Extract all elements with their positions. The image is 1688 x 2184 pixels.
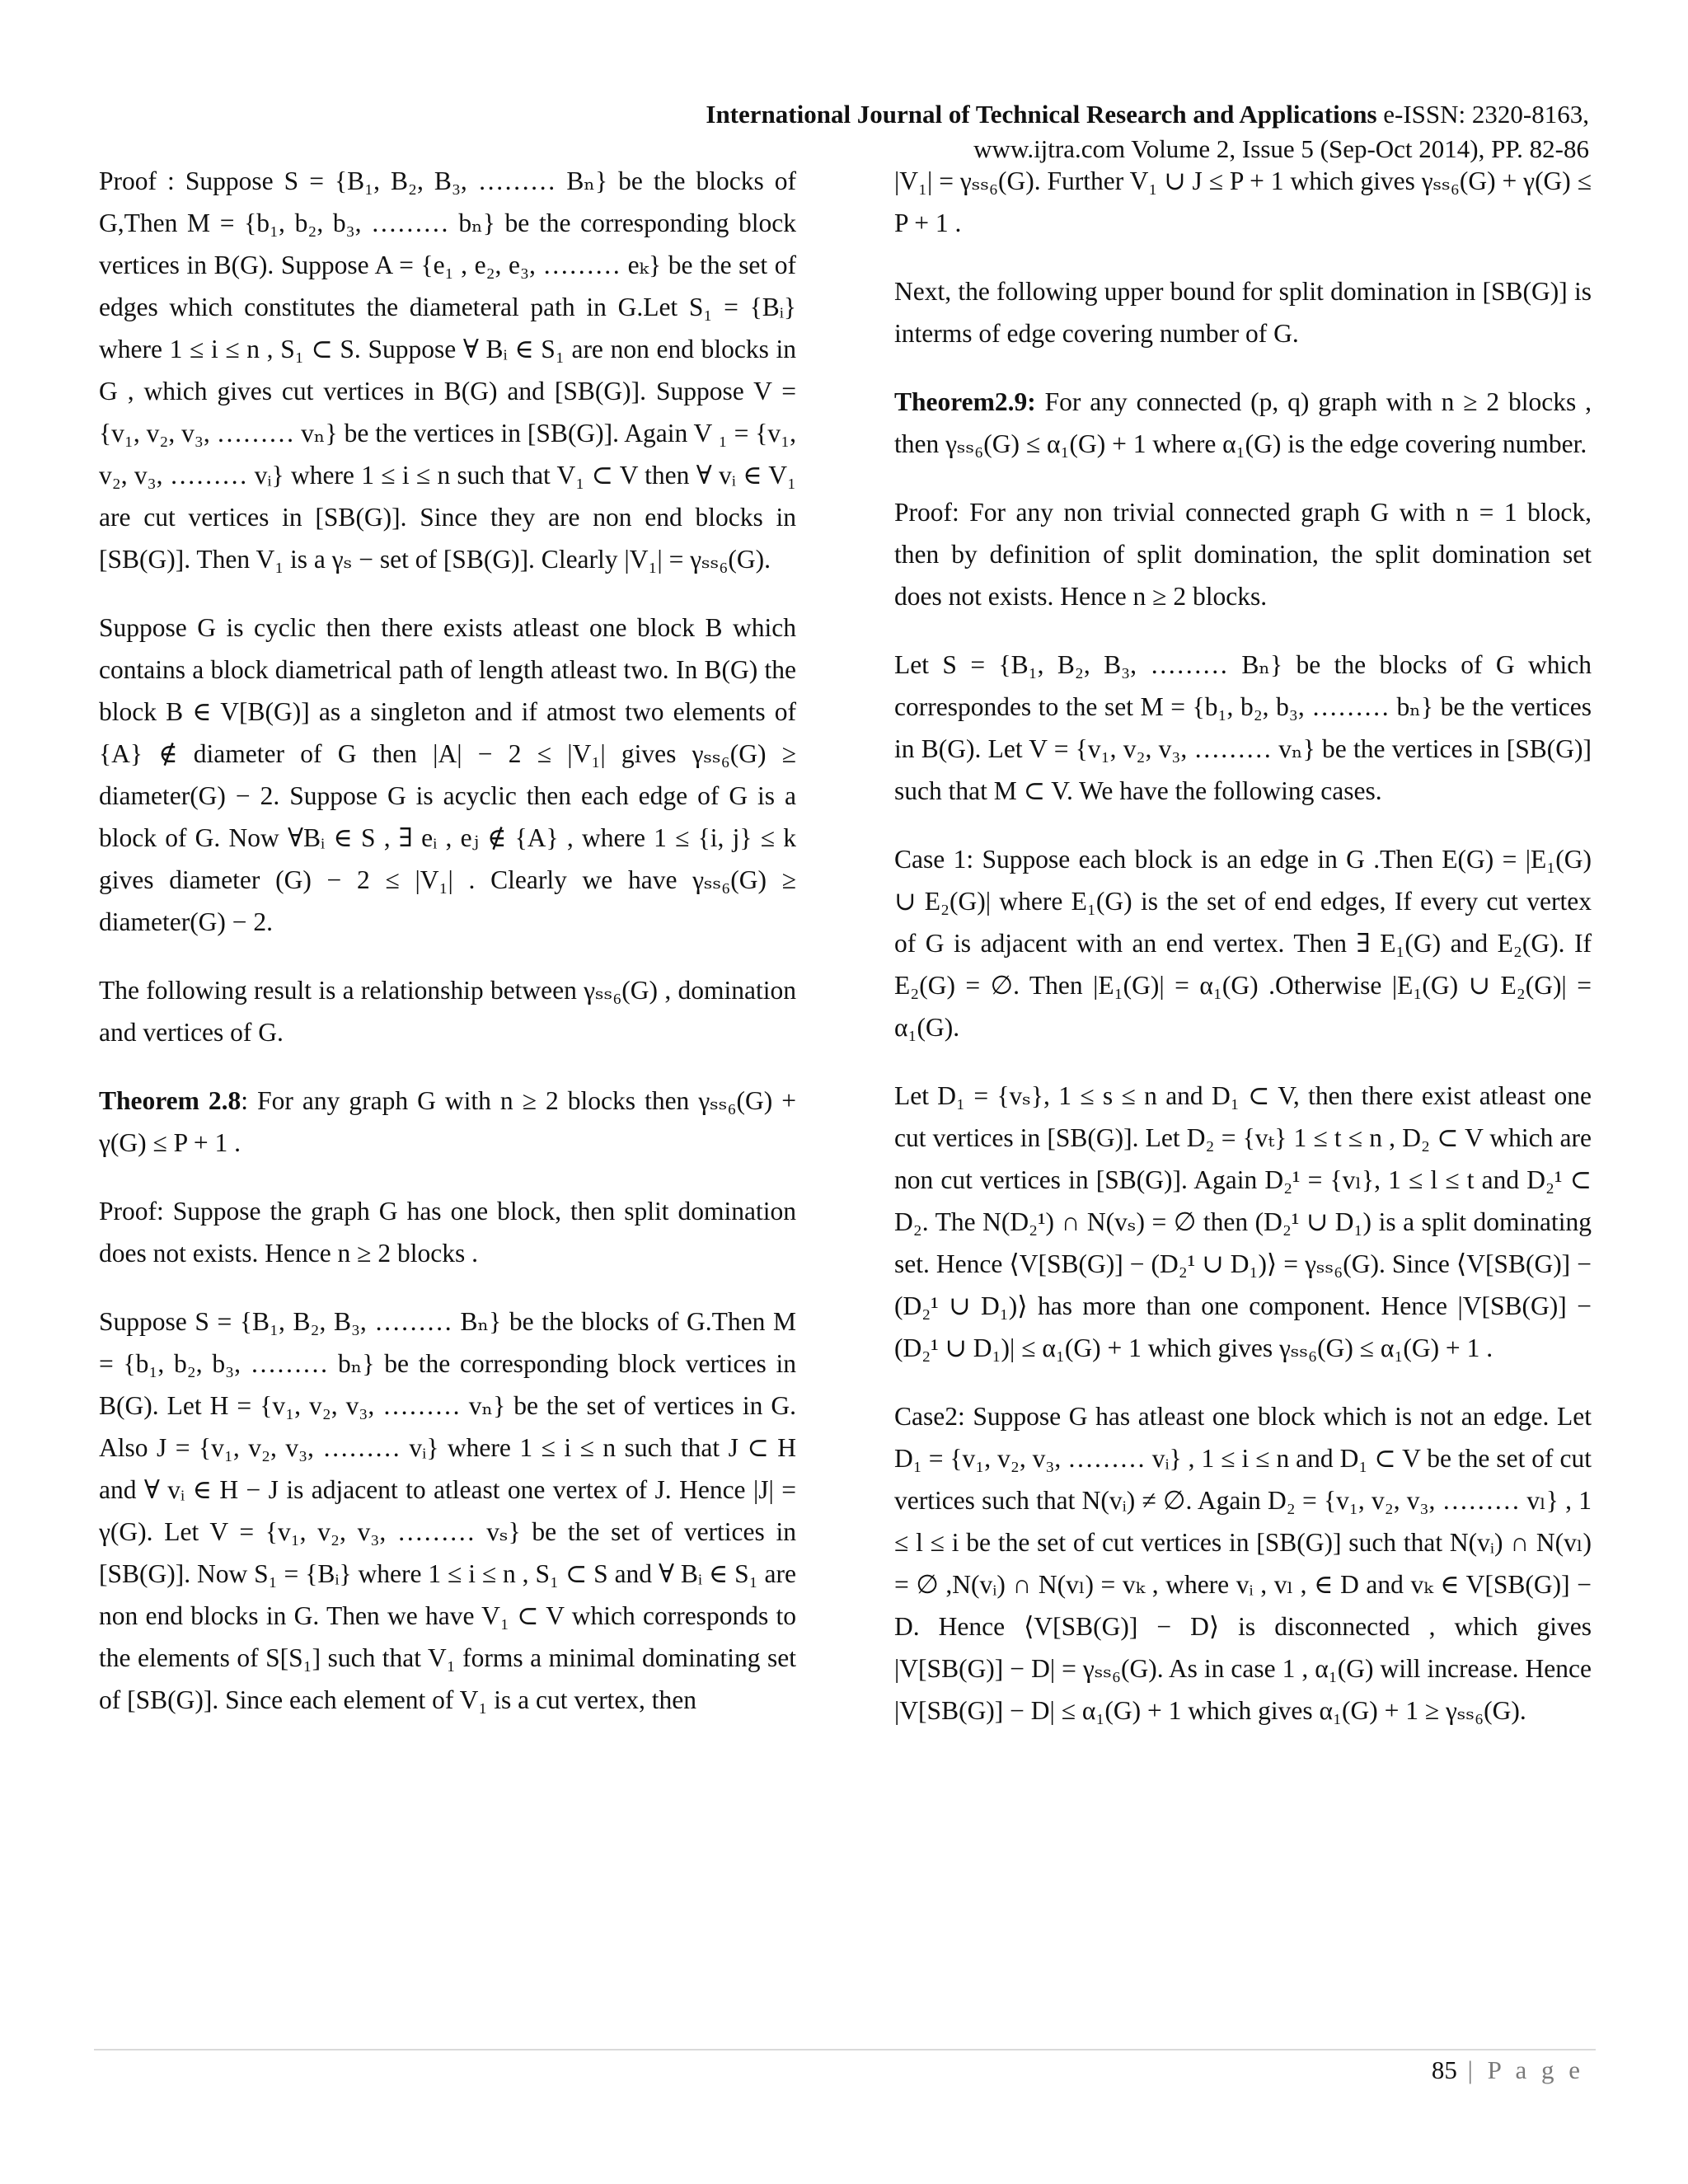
- page-number: 85: [1431, 2055, 1457, 2084]
- relationship-paragraph: The following result is a relationship between γₛₛ₆(G) , domination and vertices of G.: [99, 976, 796, 1047]
- case-1-continued: Let D₁ = {vₛ}, 1 ≤ s ≤ n and D₁ ⊂ V, then there exist atleast one cut vertices in [SB(G)]. Let D₂ = {vₜ} 1 ≤ t ≤ n , D₂ ⊂ V which are non cut vertices in [SB(G)]. Again D₂¹ = {vₗ}, 1 ≤ l ≤ t and D₂¹ ⊂ D₂. The N(D₂¹) ∩ N(vₛ) = ∅ then (D₂¹ ∪ D₁) is a split dominating set. Hence ⟨V[SB(G)] − (D₂¹ ∪ D₁)⟩ = γₛₛ₆(G). Since ⟨V[SB(G)] − (D₂¹ ∪ D₁)⟩ has more than one component. Hence |V[SB(G)] − (D₂¹ ∪ D₁)| ≤ α₁(G) + 1 which gives γₛₛ₆(G) ≤ α₁(G) + 1 .: [894, 1081, 1592, 1362]
- cyclic-case-paragraph: Suppose G is cyclic then there exists atleast one block B which contains a block diametrical path of length atleast two. In B(G) the block B ∈ V[B(G)] as a singleton and if atmost two elements of {A} ∉ diameter of G then |A| − 2 ≤ |V₁| gives γₛₛ₆(G) ≥ diameter(G) − 2. Suppose G is acyclic then each edge of G is a block of G. Now ∀Bᵢ ∈ S , ∃ eᵢ , eⱼ ∉ {A} , where 1 ≤ {i, j} ≤ k gives diameter (G) − 2 ≤ |V₁| . Clearly we have γₛₛ₆(G) ≥ diameter(G) − 2.: [99, 613, 796, 936]
- theorem-2-9-text: For any connected (p, q) graph with n ≥ 2 blocks , then γₛₛ₆(G) ≤ α₁(G) + 1 where α₁(G) is the edge covering number.: [894, 387, 1592, 458]
- theorem-2-8-proof: Proof: Suppose the graph G has one block, then split domination does not exists. Hence n ≥ 2 blocks .: [99, 1197, 796, 1268]
- theorem-2-9: [894, 381, 1592, 465]
- issn: e-ISSN: 2320-8163,: [1376, 100, 1589, 129]
- page-footer: [1432, 2052, 1584, 2088]
- blocks-paragraph: Let S = {B₁, B₂, B₃, ……… Bₙ} be the blocks of G which correspondes to the set M = {b₁, b₂, b₃, ……… bₙ} be the vertices in B(G). Let V = {v₁, v₂, v₃, ……… vₙ} be the vertices in [SB(G)] such that M ⊂ V. We have the following cases.: [894, 650, 1592, 805]
- page-separator: |: [1456, 2055, 1488, 2084]
- upper-bound-intro: Next, the following upper bound for split domination in [SB(G)] is interms of edge covering number of G.: [894, 277, 1592, 348]
- case-2-paragraph: Case2: Suppose G has atleast one block which is not an edge. Let D₁ = {v₁, v₂, v₃, ……… vᵢ} , 1 ≤ i ≤ n and D₁ ⊂ V be the set of cut vertices such that N(vᵢ) ≠ ∅. Again D₂ = {v₁, v₂, v₃, ……… vₗ} , 1 ≤ l ≤ i be the set of cut vertices in [SB(G)] such that N(vᵢ) ∩ N(vₗ) = ∅ ,N(vᵢ) ∩ N(vₗ) = vₖ , where vᵢ , vₗ , ∈ D and vₖ ∈ V[SB(G)] − D. Hence ⟨V[SB(G)] − D⟩ is disconnected , which gives |V[SB(G)] − D| = γₛₛ₆(G). As in case 1 , α₁(G) will increase. Hence |V[SB(G)] − D| ≤ α₁(G) + 1 which gives α₁(G) + 1 ≥ γₛₛ₆(G).: [894, 1402, 1592, 1725]
- theorem-2-8-proof-continued: Suppose S = {B₁, B₂, B₃, ……… Bₙ} be the blocks of G.Then M = {b₁, b₂, b₃, ……… bₙ} be the corresponding block vertices in B(G). Let H = {v₁, v₂, v₃, ……… vₙ} be the set of vertices in G. Also J = {v₁, v₂, v₃, ……… vᵢ} where 1 ≤ i ≤ n such that J ⊂ H and ∀ vᵢ ∈ H − J is adjacent to atleast one vertex of J. Hence |J| = γ(G). Let V = {v₁, v₂, v₃, ……… vₛ} be the set of vertices in [SB(G)]. Now S₁ = {Bᵢ} where 1 ≤ i ≤ n , S₁ ⊂ S and ∀ Bᵢ ∈ S₁ are non end blocks in G. Then we have V₁ ⊂ V which corresponds to the elements of S[S₁] such that V₁ forms a minimal dominating set of [SB(G)]. Since each element of V₁ is a cut vertex, then: [99, 1307, 796, 1714]
- proof-paragraph-1: Proof : Suppose S = {B₁, B₂, B₃, ……… Bₙ} be the blocks of G,Then M = {b₁, b₂, b₃, ……… bₙ} be the corresponding block vertices in B(G). Suppose A = {e₁ , e₂, e₃, ……… eₖ} be the set of edges which constitutes the diameteral path in G.Let S₁ = {Bᵢ} where 1 ≤ i ≤ n , S₁ ⊂ S. Suppose ∀ Bᵢ ∈ S₁ are non end blocks in G , which gives cut vertices in B(G) and [SB(G)]. Suppose V = {v₁, v₂, v₃, ……… vₙ} be the vertices in [SB(G)]. Again V ₁ = {v₁, v₂, v₃, ……… vᵢ} where 1 ≤ i ≤ n such that V₁ ⊂ V then ∀ vᵢ ∈ V₁ are cut vertices in [SB(G)]. Since they are non end blocks in [SB(G)]. Then V₁ is a γₛ − set of [SB(G)]. Clearly |V₁| = γₛₛ₆(G).: [99, 166, 796, 574]
- theorem-2-8-text: : For any graph G with n ≥ 2 blocks then γₛₛ₆(G) + γ(G) ≤ P + 1 .: [99, 1086, 796, 1157]
- theorem-2-8-label: Theorem 2.8: [99, 1086, 241, 1115]
- journal-name: International Journal of Technical Research and Applications: [706, 100, 1377, 129]
- footer-divider: [94, 2049, 1596, 2050]
- header-line-1: [435, 97, 1589, 132]
- right-column: [894, 160, 1592, 1758]
- theorem-2-9-label: Theorem2.9:: [894, 387, 1036, 416]
- left-column: [99, 160, 796, 1747]
- journal-header: [435, 97, 1589, 166]
- theorem-2-9-proof: Proof: For any non trivial connected graph G with n = 1 block, then by definition of split domination, the split domination set does not exists. Hence n ≥ 2 blocks.: [894, 498, 1592, 611]
- proof-conclusion: |V₁| = γₛₛ₆(G). Further V₁ ∪ J ≤ P + 1 which gives γₛₛ₆(G) + γ(G) ≤ P + 1 .: [894, 166, 1592, 237]
- page-label: P a g e: [1487, 2055, 1584, 2084]
- case-1-paragraph: Case 1: Suppose each block is an edge in G .Then E(G) = |E₁(G) ∪ E₂(G)| where E₁(G) is the set of end edges, If every cut vertex of G is adjacent with an end vertex. Then ∃ E₁(G) and E₂(G). If E₂(G) = ∅. Then |E₁(G)| = α₁(G) .Otherwise |E₁(G) ∪ E₂(G)| = α₁(G).: [894, 845, 1592, 1042]
- header-line-2: www.ijtra.com Volume 2, Issue 5 (Sep-Oct 2014), PP. 82-86: [973, 134, 1589, 163]
- theorem-2-8: [99, 1080, 796, 1164]
